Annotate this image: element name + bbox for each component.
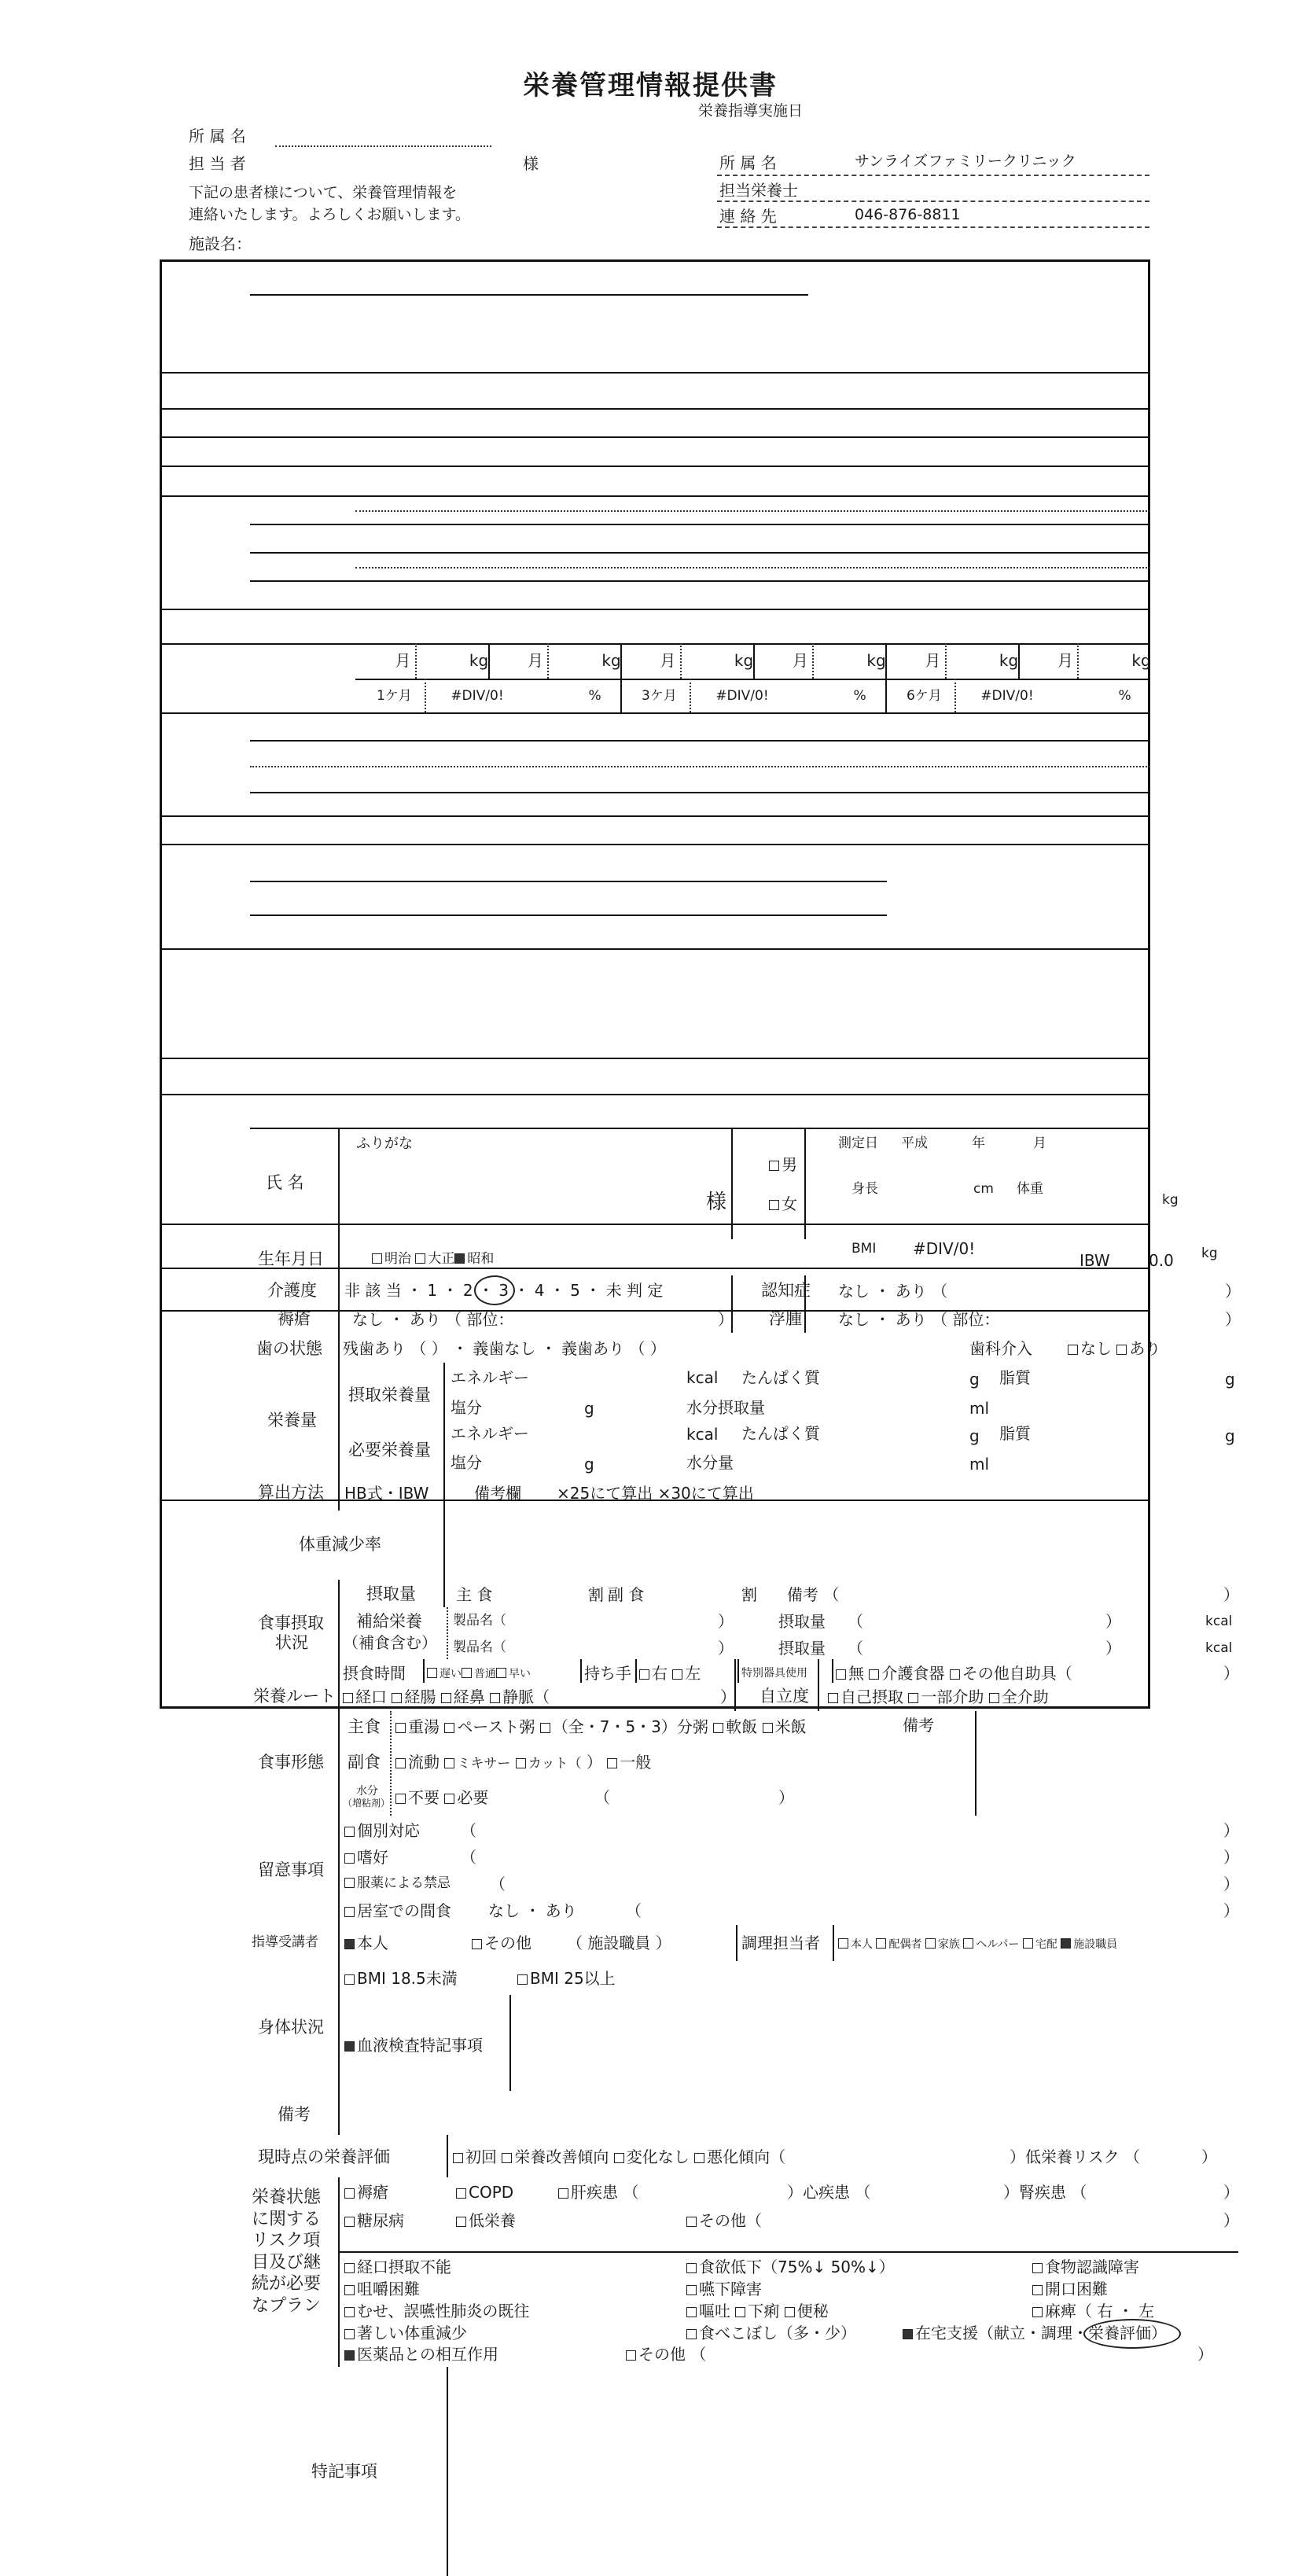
intake-energy-label: エネルギー <box>451 1368 529 1387</box>
weight-month-label: 月 <box>1057 651 1074 670</box>
weight-cell-subdivider <box>812 643 814 679</box>
hand-label: 持ち手 <box>584 1664 631 1683</box>
nutrition-route-label: 栄養ルート <box>253 1687 336 1706</box>
weight-month-label: 月 <box>660 651 676 670</box>
risk-recognition[interactable]: 食物認識障害 <box>1032 2259 1139 2275</box>
special-notes-label: 特記事項 <box>311 2462 377 2481</box>
weight-kg-unit: kg <box>866 651 886 670</box>
intake-protein-label: たんぱく質 <box>741 1368 820 1387</box>
paren-close: ） <box>1223 1821 1239 1840</box>
dob-label: 生年月日 <box>258 1249 324 1268</box>
weight-kg-unit: kg <box>469 651 489 670</box>
weight-cell-subdivider <box>547 643 549 679</box>
risk-plan-label-line: リスク項 <box>252 2231 321 2250</box>
weight-loss-label: 体重減少率 <box>299 1535 381 1554</box>
name-label: 氏 名 <box>266 1173 304 1192</box>
required-nutrition-label: 必要栄養量 <box>348 1441 431 1459</box>
special-utensil-label: 特別器具使用 <box>741 1667 807 1680</box>
drug-checkbox[interactable]: 服薬による禁忌 <box>344 1877 451 1890</box>
bmi-low-checkbox[interactable]: BMI 18.5未満 <box>344 1971 458 1986</box>
message-line-2: 連絡いたします。よろしくお願いします。 <box>189 206 470 223</box>
care-level-selected-circle <box>474 1275 515 1305</box>
sender-affiliation-line <box>717 175 1149 176</box>
bmi-label: BMI <box>851 1241 877 1257</box>
paren-close: ） <box>1105 1639 1121 1658</box>
wari-unit: 割 <box>741 1585 757 1604</box>
risk-spilling[interactable]: 食べこぼし（多・少） <box>686 2325 856 2341</box>
cm-unit: cm <box>973 1181 994 1197</box>
recipient-person-label: 担 当 者 <box>189 154 246 173</box>
staple-form-label: 主食 <box>348 1717 381 1736</box>
weight-cell-subdivider <box>1077 643 1079 679</box>
g-unit: g <box>584 1399 594 1418</box>
kcal-unit: kcal <box>1205 1640 1233 1656</box>
dental-label: 歯科介入 <box>969 1339 1032 1358</box>
period-label: 3ケ月 <box>641 688 677 704</box>
individual-checkbox[interactable]: 個別対応 <box>344 1823 420 1838</box>
rate-cell-subdivider <box>954 679 956 712</box>
cook-label: 調理担当者 <box>741 1934 820 1952</box>
month-label: 月 <box>1033 1135 1046 1151</box>
paren-close: ） <box>1223 1875 1239 1893</box>
bmi-value: #DIV/0! <box>913 1239 976 1258</box>
weight-label: 体重 <box>1017 1181 1043 1197</box>
dietitian-line[interactable] <box>717 201 1149 202</box>
calc-method-label: 算出方法 <box>258 1483 324 1502</box>
guidance-other-checkbox[interactable]: その他 <box>472 1935 531 1951</box>
ibw-label: IBW <box>1079 1251 1110 1270</box>
snack-options[interactable]: なし ・ あり <box>488 1901 577 1920</box>
water-intake-label: 水分摂取量 <box>686 1398 765 1417</box>
paren-close: ） <box>1223 1848 1239 1867</box>
form-title: 栄養管理情報提供書 <box>523 70 778 101</box>
product-name-2[interactable]: 製品名（ <box>453 1639 506 1655</box>
teeth-label: 歯の状態 <box>256 1339 322 1358</box>
weight-kg-unit: kg <box>1131 651 1151 670</box>
sama-label: 様 <box>523 154 539 173</box>
ibw-unit: kg <box>1201 1246 1218 1261</box>
wari-unit: 割 <box>588 1585 604 1604</box>
rate-cell-subdivider <box>425 679 426 712</box>
paren-close: ） <box>1223 2183 1239 2202</box>
bmi-high-checkbox[interactable]: BMI 25以上 <box>517 1971 616 1986</box>
required-salt-label: 塩分 <box>451 1453 482 1472</box>
weight-cell-divider <box>488 643 490 679</box>
side-label: 副 食 <box>608 1585 645 1604</box>
care-level-options[interactable]: 非 該 当 ・ 1 ・ 2 ・ 3 ・ 4 ・ 5 ・ 未 判 定 <box>344 1281 664 1300</box>
weight-kg-unit: kg <box>734 651 754 670</box>
risk-plan-label-line: 続が必要 <box>252 2274 322 2294</box>
risk-plan-label <box>252 2187 321 2317</box>
risk-diabetes[interactable]: 糖尿病 <box>344 2213 404 2228</box>
risk-malnutrition[interactable]: 低栄養 <box>456 2213 516 2228</box>
required-energy-label: エネルギー <box>451 1424 529 1443</box>
dementia-label: 認知症 <box>761 1281 811 1300</box>
paren-open: （ <box>490 1875 506 1893</box>
blood-test-checkbox[interactable]: 血液検査特記事項 <box>344 2037 483 2053</box>
facility-label: 施設名： <box>189 234 252 253</box>
weight-cell-subdivider <box>945 643 947 679</box>
supplement-label-2: （補食含む） <box>343 1633 437 1652</box>
sender-affiliation-label: 所 属 名 <box>719 153 777 172</box>
risk-chewing[interactable]: 咀嚼困難 <box>344 2281 420 2297</box>
contact-line <box>717 226 1149 228</box>
intake-amount-2: 摂取量 <box>778 1639 826 1658</box>
intake-fat-label: 脂質 <box>999 1368 1031 1387</box>
product-name-1[interactable]: 製品名（ <box>453 1613 506 1628</box>
guidance-self-checkbox[interactable]: 本人 <box>344 1935 388 1951</box>
sender-affiliation: サンライズファミリークリニック <box>855 153 1076 170</box>
period-label: 1ケ月 <box>376 688 412 704</box>
meal-form-label: 食事形態 <box>258 1753 324 1772</box>
era-options[interactable]: 明治 大正 昭和 <box>372 1253 494 1266</box>
remarks-col-value[interactable]: ×25にて算出 ×30にて算出 <box>557 1484 754 1503</box>
rate-cell-divider <box>885 679 887 712</box>
paren-close: ） <box>778 1788 794 1807</box>
period-label: 6ケ月 <box>906 688 942 704</box>
water-thickener-label-2: （増粘剤） <box>343 1798 391 1809</box>
independence-label: 自立度 <box>760 1687 809 1706</box>
snack-checkbox[interactable]: 居室での間食 <box>344 1903 451 1919</box>
risk-vomit[interactable]: 嘔吐 下痢 便秘 <box>686 2303 829 2319</box>
paren-close: ） <box>1223 2211 1239 2230</box>
intake-nutrition-label: 摂取栄養量 <box>348 1386 431 1404</box>
dementia-close: ） <box>1225 1282 1241 1301</box>
teeth-options[interactable]: 残歯あり （ ） ・ 義歯なし ・ 義歯あり （ ） <box>343 1339 666 1358</box>
notes-label: 留意事項 <box>258 1860 324 1879</box>
meal-intake-label-1: 食事摂取 <box>258 1614 324 1632</box>
intake-salt-label: 塩分 <box>451 1398 482 1417</box>
staple-label: 主 食 <box>456 1585 493 1604</box>
intake-amount-1: 摂取量 <box>778 1612 826 1631</box>
paren-open: （ <box>461 1821 476 1840</box>
guidance-facility-staff: （ 施設職員 ） <box>567 1934 671 1952</box>
water-thickener-label-1: 水分 <box>356 1785 378 1798</box>
g-unit: g <box>1225 1370 1235 1389</box>
supplement-label-1: 補給栄養 <box>356 1612 422 1631</box>
female-checkbox[interactable]: 女 <box>769 1196 797 1212</box>
risk-swallow[interactable]: 嚥下障害 <box>686 2281 762 2297</box>
percent-unit: % <box>853 688 866 704</box>
evaluation-label: 現時点の栄養評価 <box>258 2147 390 2166</box>
risk-other-2[interactable]: その他 （ <box>626 2346 706 2362</box>
weight-loss-rate-value: #DIV/0! <box>715 688 769 704</box>
calc-method-value: HB式・IBW <box>344 1484 429 1503</box>
weight-loss-rate-value: #DIV/0! <box>451 688 504 704</box>
weight-cell-divider <box>885 643 887 679</box>
water-thickener-options[interactable]: 不要 必要 <box>395 1790 488 1805</box>
g-unit: g <box>1225 1426 1235 1445</box>
kcal-unit: kcal <box>1205 1614 1233 1629</box>
hand-options[interactable]: 右 左 <box>639 1665 701 1681</box>
ml-unit: ml <box>969 1399 990 1418</box>
paren-open: （ <box>461 1848 476 1867</box>
meal-remarks-label: 備考 （ <box>787 1585 840 1604</box>
g-unit: g <box>969 1370 980 1389</box>
nutrition-form <box>160 259 1241 2481</box>
risk-paralysis[interactable]: 麻痺（ 右 ・ 左 <box>1032 2303 1154 2319</box>
side-form-label: 副食 <box>348 1753 381 1772</box>
recipient-affiliation-label: 所 属 名 <box>189 127 246 145</box>
g-unit: g <box>969 1426 980 1445</box>
eating-time-options[interactable]: 遅い 普通 早い <box>427 1668 531 1680</box>
risk-weight-loss[interactable]: 著しい体重減少 <box>344 2325 467 2341</box>
paren-close: ） <box>1197 2345 1213 2364</box>
weight-month-label: 月 <box>528 651 544 670</box>
nutrition-label: 栄養量 <box>267 1411 317 1430</box>
risk-copd[interactable]: COPD <box>456 2184 513 2200</box>
bedsore-close: ） <box>718 1310 734 1329</box>
guidance-date-label: 栄養指導実施日 <box>698 102 804 120</box>
risk-plan-label-line: なプラン <box>252 2295 322 2316</box>
preference-checkbox[interactable]: 嗜好 <box>344 1849 388 1865</box>
weight-month-label: 月 <box>395 651 411 670</box>
guidance-recipient-label: 指導受講者 <box>252 1934 318 1950</box>
contact-label: 連 絡 先 <box>719 207 777 226</box>
edema-options[interactable]: なし ・ あり （ 部位： <box>838 1310 1000 1329</box>
weight-cell-subdivider <box>680 643 682 679</box>
paren-open: （ <box>848 1612 863 1631</box>
risk-home-support[interactable]: 在宅支援（献立・調理・栄養評価） <box>903 2325 1167 2341</box>
height-label: 身長 <box>851 1181 878 1197</box>
ml-unit: ml <box>969 1455 990 1474</box>
paren-open: （ <box>848 1639 863 1658</box>
edema-close: ） <box>1225 1310 1241 1329</box>
paren-open: （ <box>626 1901 642 1920</box>
risk-aspiration[interactable]: むせ、誤嚥性肺炎の既往 <box>344 2303 529 2319</box>
rate-cell-subdivider <box>690 679 691 712</box>
required-fat-label: 脂質 <box>999 1424 1031 1443</box>
staple-form-options[interactable]: 重湯 ペースト粥 （全・7・5・3）分粥 軟飯 米飯 <box>395 1719 807 1735</box>
edema-label: 浮腫 <box>769 1309 802 1328</box>
risk-plan-label-line: 目及び継 <box>252 2252 322 2272</box>
water-label: 水分量 <box>686 1453 734 1472</box>
weight-cell-divider <box>1018 643 1020 679</box>
furigana-label: ふりがな <box>356 1135 413 1152</box>
name-sama: 様 <box>706 1190 727 1214</box>
paren-close: ） <box>1201 2147 1217 2166</box>
weight-month-label: 月 <box>793 651 809 670</box>
meal-form-remarks-label: 備考 <box>903 1716 934 1735</box>
utensil-options[interactable]: 無 介護食器 その他自助具（ <box>836 1665 1072 1681</box>
percent-unit: % <box>588 688 601 704</box>
risk-liver[interactable]: 肝疾患 （ <box>558 2184 638 2200</box>
g-unit: g <box>584 1455 594 1474</box>
remarks-label: 備考 <box>278 2105 311 2124</box>
paren-close: ） <box>718 1639 734 1658</box>
kg-unit: kg <box>1162 1192 1179 1208</box>
risk-bedsore[interactable]: 褥瘡 <box>344 2184 388 2200</box>
weight-cell-divider <box>753 643 755 679</box>
weight-month-label: 月 <box>925 651 941 670</box>
percent-unit: % <box>1118 688 1131 704</box>
bedsore-options[interactable]: なし ・ あり （ 部位： <box>352 1310 514 1329</box>
bedsore-label: 褥瘡 <box>278 1309 311 1328</box>
paren-close: ） <box>1223 1585 1239 1604</box>
paren-open: （ <box>594 1788 610 1807</box>
weight-loss-rate-value: #DIV/0! <box>980 688 1034 704</box>
dementia-options[interactable]: なし ・ あり （ <box>838 1282 948 1301</box>
body-status-label: 身体状況 <box>258 2018 324 2037</box>
risk-kidney[interactable]: ）腎疾患 （ <box>1003 2183 1087 2202</box>
intake-amount-label: 摂取量 <box>366 1584 416 1603</box>
weight-kg-unit: kg <box>999 651 1019 670</box>
route-options[interactable]: 経口 経腸 経鼻 静脈（ <box>343 1689 550 1705</box>
care-level-label: 介護度 <box>267 1281 317 1300</box>
eating-time-label: 摂食時間 <box>343 1664 406 1683</box>
risk-heart[interactable]: ）心疾患 （ <box>787 2183 871 2202</box>
weight-kg-unit: kg <box>601 651 621 670</box>
evaluation-options[interactable]: 初回 栄養改善傾向 変化なし 悪化傾向（ <box>453 2149 785 2165</box>
ibw-value: 0.0 <box>1149 1251 1174 1270</box>
risk-mouth[interactable]: 開口困難 <box>1032 2281 1108 2297</box>
weight-cell-divider <box>620 643 622 679</box>
heisei-label: 平成 <box>901 1135 928 1151</box>
risk-plan-label-line: に関する <box>252 2209 322 2229</box>
independence-options[interactable]: 自己摂取 一部介助 全介助 <box>828 1689 1049 1705</box>
meal-intake-label-2: 状況 <box>275 1633 308 1652</box>
measure-date-label: 測定日 <box>838 1135 878 1151</box>
recipient-person-line[interactable] <box>275 145 491 147</box>
risk-plan-label-line: 栄養状態 <box>252 2188 322 2207</box>
risk-drug-interaction[interactable]: 医薬品との相互作用 <box>344 2346 498 2362</box>
home-support-circle <box>1083 2319 1181 2349</box>
low-risk-label: ）低栄養リスク （ <box>1010 2147 1140 2166</box>
paren-close: ） <box>720 1687 736 1706</box>
cook-options[interactable]: 本人 配偶者 家族 ヘルパー 宅配 施設職員 <box>838 1938 1117 1950</box>
side-form-options[interactable]: 流動 ミキサー カット（ ） 一般 <box>395 1754 651 1771</box>
required-protein-label: たんぱく質 <box>741 1424 820 1443</box>
kcal-unit: kcal <box>686 1425 719 1444</box>
kcal-unit: kcal <box>686 1368 719 1387</box>
risk-oral-impossible[interactable]: 経口摂取不能 <box>344 2259 451 2275</box>
remarks-col-label: 備考欄 <box>474 1484 521 1503</box>
male-checkbox[interactable]: 男 <box>769 1157 797 1172</box>
dental-options[interactable]: なし あり <box>1068 1341 1160 1356</box>
risk-other-1[interactable]: その他（ <box>686 2213 762 2228</box>
paren-close: ） <box>1223 1901 1239 1920</box>
paren-close: ） <box>1105 1612 1121 1631</box>
weight-cell-subdivider <box>415 643 417 679</box>
dietitian-label: 担当栄養士 <box>719 181 798 200</box>
contact-value: 046-876-8811 <box>855 206 961 223</box>
risk-appetite[interactable]: 食欲低下（75%↓ 50%↓） <box>686 2259 895 2275</box>
paren-close: ） <box>1223 1664 1239 1683</box>
year-label: 年 <box>972 1135 985 1151</box>
rate-cell-divider <box>620 679 622 712</box>
message-line-1: 下記の患者様について、栄養管理情報を <box>189 184 458 201</box>
paren-close: ） <box>718 1612 734 1631</box>
